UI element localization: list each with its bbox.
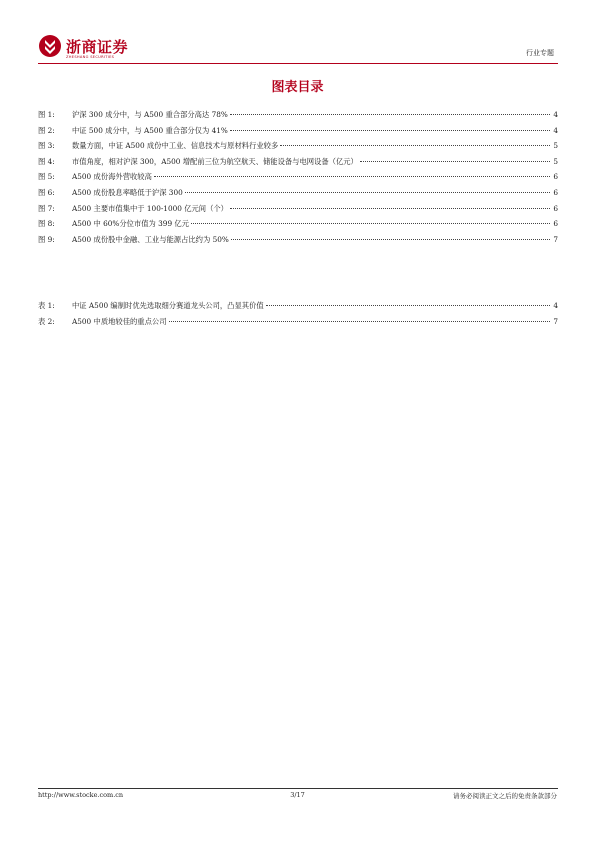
entry-label: 图 4: (38, 156, 55, 166)
dot-leader (169, 321, 551, 322)
entry-label: 图 9: (38, 234, 55, 244)
dot-leader (230, 114, 550, 115)
entry-label: 图 5: (38, 172, 55, 182)
entry-title: A500 主要市值集中于 100-1000 亿元间（个） (72, 203, 228, 213)
toc-entry[interactable] (38, 235, 558, 251)
dot-leader (191, 223, 550, 224)
entry-page-number: 6 (553, 203, 558, 213)
brand-name: 浙商证券 (66, 38, 129, 56)
entry-page-number: 7 (553, 316, 558, 326)
entry-title: 中证 500 成分中，与 A500 重合部分仅为 41% (72, 125, 228, 135)
entry-title: 中证 A500 编制时优先选取细分赛道龙头公司，凸显其价值 (72, 301, 264, 310)
entry-title: 数量方面，中证 A500 成份中工业、信息技术与原材料行业较多 (72, 141, 279, 151)
entry-title: A500 中 60%分位市值为 399 亿元 (72, 219, 189, 229)
entry-label: 图 1: (38, 110, 55, 119)
zheshang-logo-icon (38, 34, 62, 58)
toc-entry[interactable] (38, 157, 558, 173)
toc-entry[interactable] (38, 172, 558, 188)
entry-label: 表 2: (38, 316, 55, 326)
page-header (38, 34, 558, 70)
page-number: 3/17 (290, 791, 305, 799)
dot-leader (185, 192, 550, 193)
dot-leader (360, 161, 550, 162)
toc-entry[interactable] (38, 126, 558, 142)
entry-page-number: 6 (553, 219, 558, 229)
brand-subtitle: ZHESHANG SECURITIES (66, 55, 115, 59)
table-list (38, 301, 558, 332)
section-tag: 行业专题 (526, 49, 554, 57)
dot-leader (231, 239, 550, 240)
entry-page-number: 7 (553, 234, 558, 244)
entry-title: 市值角度，相对沪深 300，A500 增配前三位为航空航天、储能设备与电网设备（亿元） (72, 156, 358, 166)
entry-label: 图 6: (38, 187, 55, 197)
dot-leader (230, 208, 550, 209)
entry-title: 沪深 300 成分中，与 A500 重合部分高达 78% (72, 110, 228, 119)
toc-entry[interactable] (38, 317, 558, 333)
dot-leader (230, 130, 550, 131)
header-divider (38, 63, 558, 64)
entry-title: A500 成份股息率略低于沪深 300 (72, 187, 183, 197)
page-title: 图表目录 (271, 80, 324, 95)
toc-entry[interactable] (38, 141, 558, 157)
footer-disclaimer: 请务必阅读正文之后的免责条款部分 (453, 792, 557, 800)
figure-list (38, 110, 558, 250)
entry-page-number: 5 (553, 156, 558, 166)
entry-label: 图 7: (38, 203, 55, 213)
toc-entry[interactable] (38, 219, 558, 235)
entry-page-number: 6 (553, 172, 558, 182)
entry-label: 图 8: (38, 219, 55, 229)
toc-entry[interactable] (38, 188, 558, 204)
entry-label: 图 3: (38, 141, 55, 151)
toc-entry[interactable] (38, 301, 558, 317)
entry-title: A500 成份股中金融、工业与能源占比约为 50% (72, 234, 229, 244)
entry-page-number: 6 (553, 187, 558, 197)
entry-page-number: 4 (553, 110, 558, 119)
entry-page-number: 4 (553, 301, 558, 310)
footer-url[interactable]: http://www.stocke.com.cn (38, 791, 124, 799)
toc-entry[interactable] (38, 204, 558, 220)
entry-page-number: 4 (553, 125, 558, 135)
entry-title: A500 成份海外营收较高 (72, 172, 152, 182)
entry-label: 图 2: (38, 125, 55, 135)
entry-page-number: 5 (553, 141, 558, 151)
dot-leader (280, 145, 550, 146)
footer-divider (38, 788, 558, 789)
entry-label: 表 1: (38, 301, 55, 310)
entry-title: A500 中质地较佳的重点公司 (72, 316, 167, 326)
dot-leader (266, 305, 550, 306)
dot-leader (154, 176, 550, 177)
toc-entry[interactable] (38, 110, 558, 126)
